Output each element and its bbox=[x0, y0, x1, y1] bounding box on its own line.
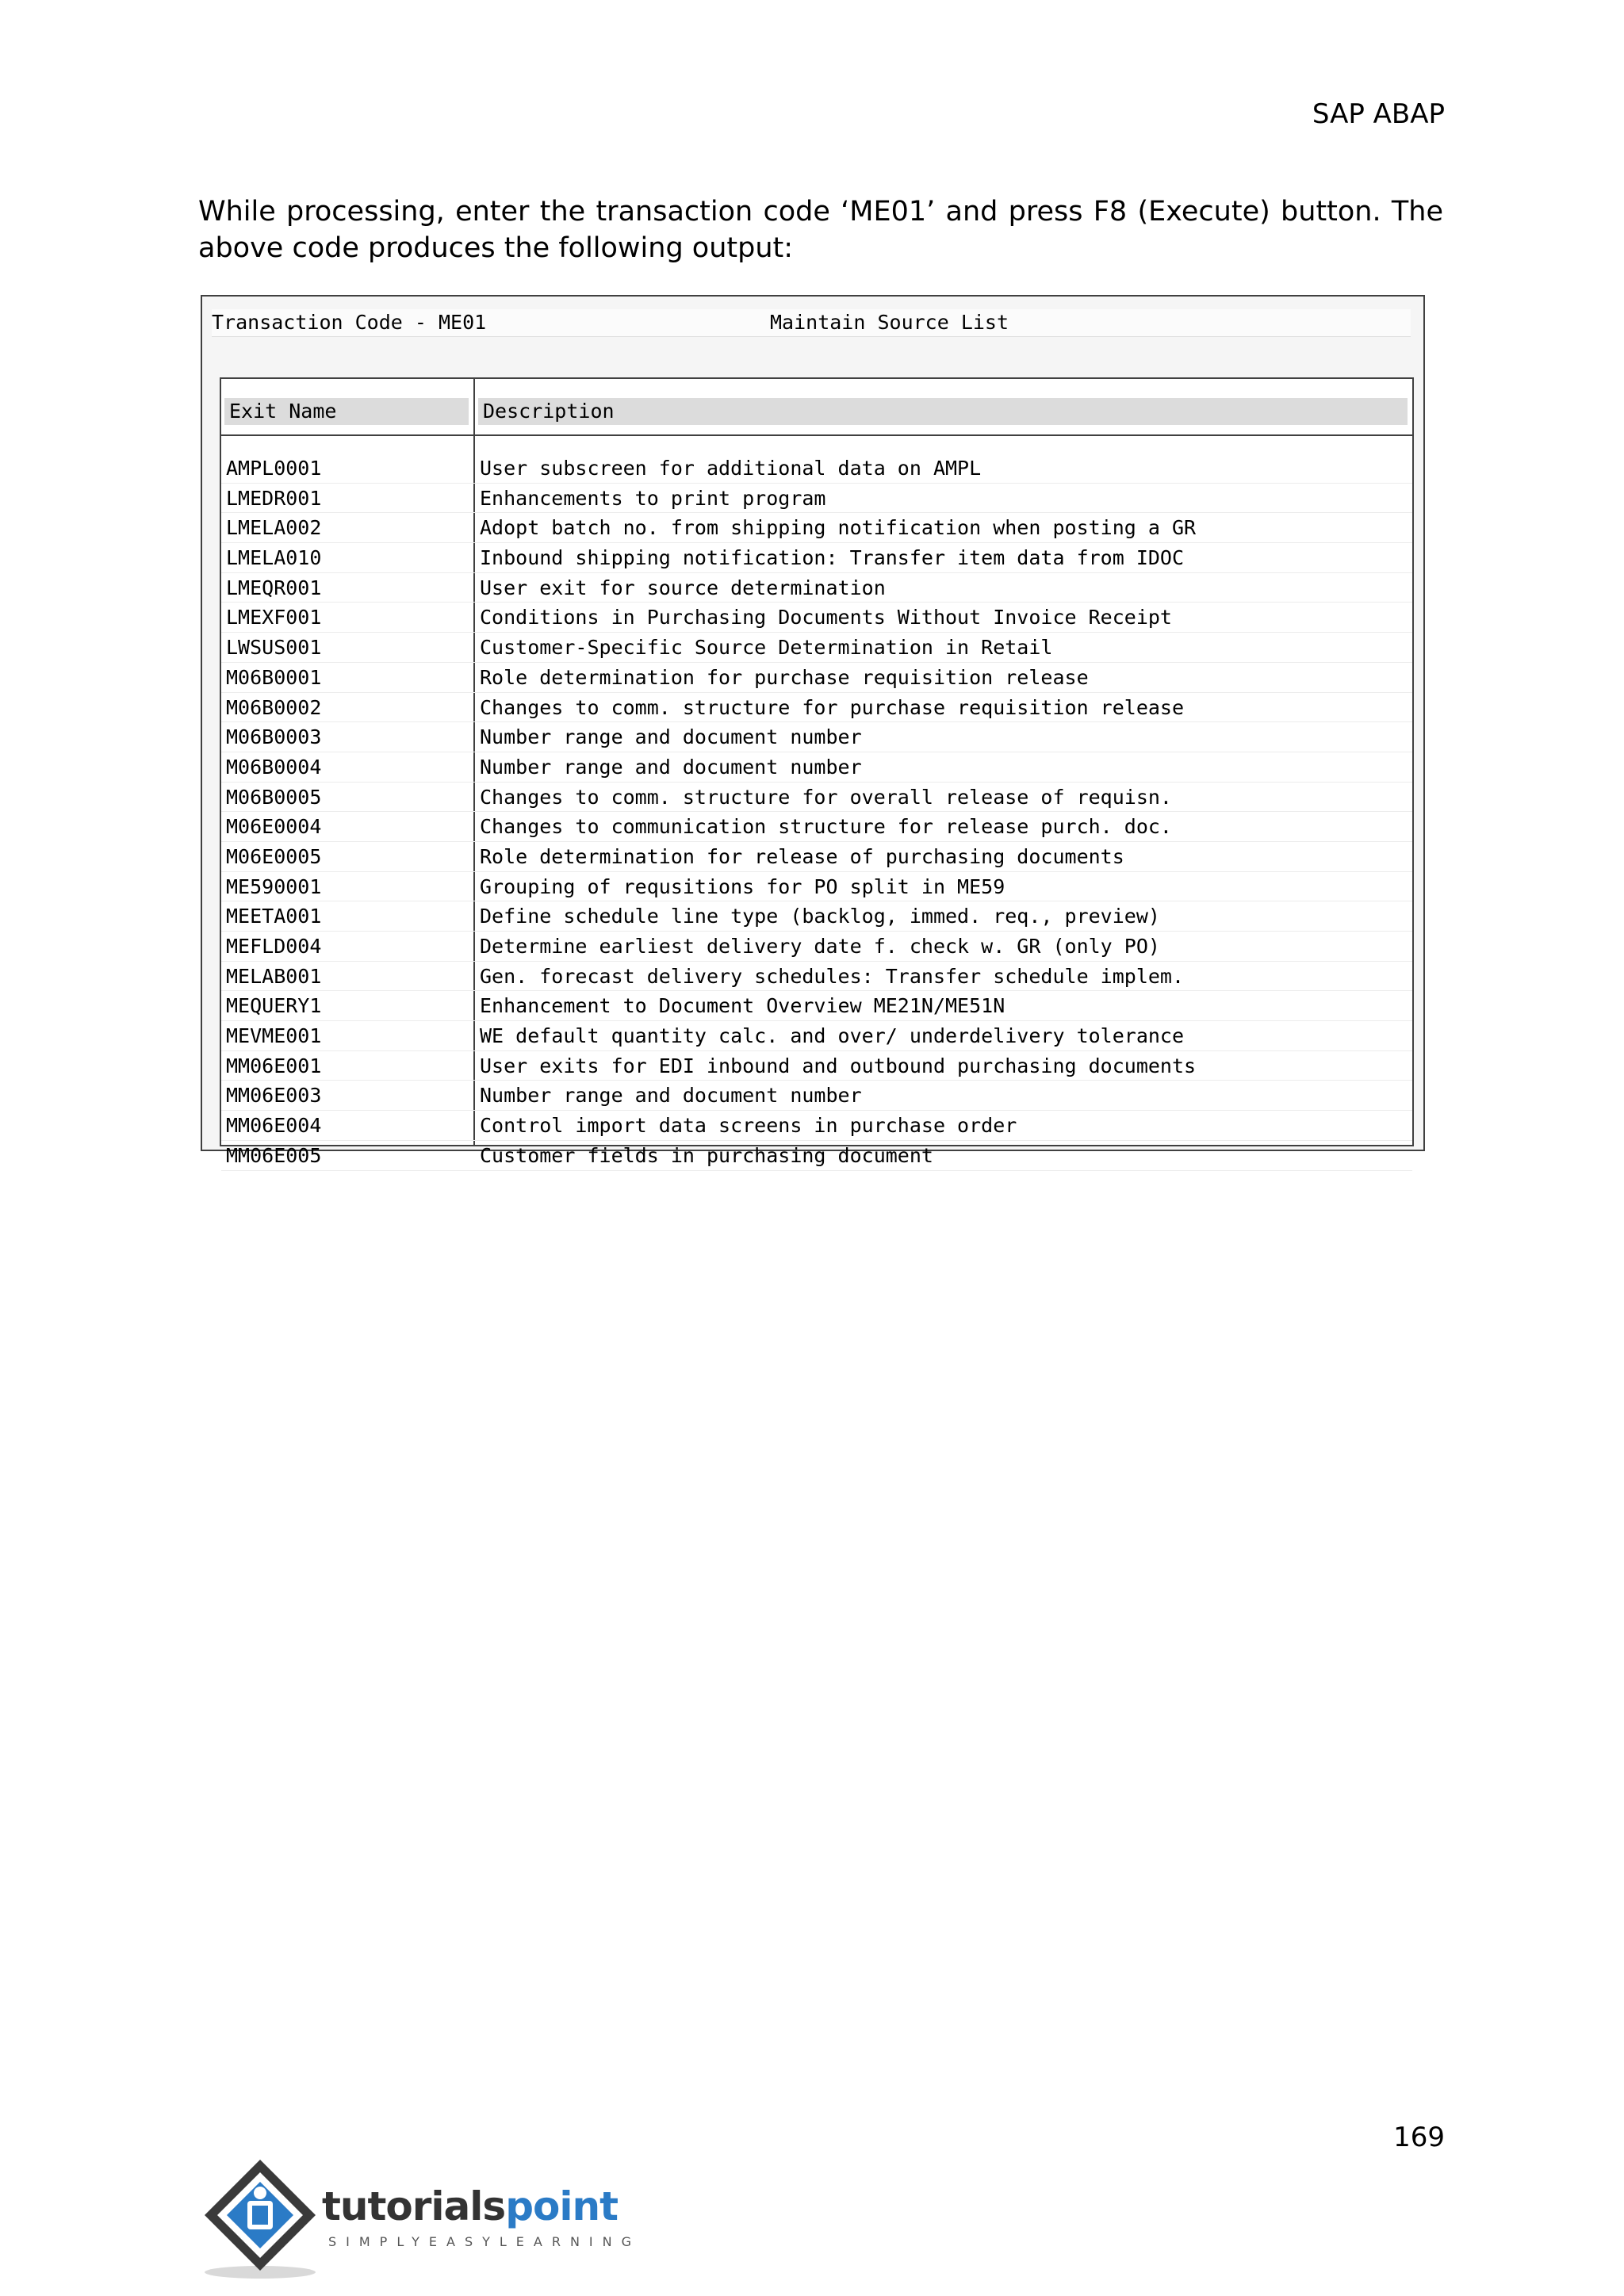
table-row[interactable] bbox=[221, 872, 1412, 902]
running-header: SAP ABAP bbox=[1312, 98, 1445, 130]
exit-name-cell: LMEDR001 bbox=[226, 486, 322, 510]
description-cell: Role determination for release of purchasing documents bbox=[480, 844, 1124, 868]
table-row[interactable] bbox=[221, 932, 1412, 962]
description-cell: Inbound shipping notification: Transfer item data from IDOC bbox=[480, 546, 1185, 570]
description-cell: Number range and document number bbox=[480, 755, 862, 779]
table-row[interactable] bbox=[221, 543, 1412, 573]
page-number: 169 bbox=[1393, 2122, 1445, 2153]
table-row[interactable] bbox=[221, 484, 1412, 514]
exit-table bbox=[220, 377, 1414, 1167]
table-row[interactable] bbox=[221, 812, 1412, 842]
exit-name-cell: M06B0004 bbox=[226, 755, 322, 779]
description-cell: Enhancements to print program bbox=[480, 486, 826, 510]
exit-name-cell: LWSUS001 bbox=[226, 636, 322, 660]
header-exit-name[interactable]: Exit Name bbox=[224, 398, 469, 425]
description-cell: Changes to comm. structure for purchase requisition release bbox=[480, 695, 1185, 719]
exit-name-cell: MM06E001 bbox=[226, 1054, 322, 1077]
description-cell: Gen. forecast delivery schedules: Transfer schedule implem. bbox=[480, 964, 1185, 988]
description-cell: Grouping of requsitions for PO split in ME59 bbox=[480, 874, 1005, 898]
exit-name-cell: M06E0005 bbox=[226, 844, 322, 868]
table-row[interactable] bbox=[221, 901, 1412, 932]
table-body bbox=[221, 453, 1412, 1171]
exit-name-cell: M06B0003 bbox=[226, 725, 322, 749]
table-header bbox=[221, 379, 1412, 436]
description-cell: User subscreen for additional data on AMPL bbox=[480, 457, 982, 480]
description-cell: Customer-Specific Source Determination in Retail bbox=[480, 636, 1053, 660]
table-row[interactable] bbox=[221, 663, 1412, 693]
tutorialspoint-logo bbox=[197, 2153, 642, 2280]
description-cell: Role determination for purchase requisition release bbox=[480, 665, 1089, 689]
logo-wordmark: tutorialspoint bbox=[322, 2183, 618, 2229]
exit-name-cell: MEETA001 bbox=[226, 905, 322, 928]
exit-name-cell: LMELA010 bbox=[226, 546, 322, 570]
description-cell: Define schedule line type (backlog, immed. req., preview) bbox=[480, 905, 1160, 928]
description-cell: Determine earliest delivery date f. check w. GR (only PO) bbox=[480, 935, 1160, 958]
header-description[interactable]: Description bbox=[478, 398, 1408, 425]
screen-title-bar bbox=[212, 309, 1411, 337]
table-row[interactable] bbox=[221, 573, 1412, 603]
logo-tagline: SIMPLYEASYLEARNING bbox=[328, 2234, 642, 2249]
sap-output-screenshot bbox=[201, 295, 1425, 1167]
description-cell: Changes to communication structure for release purch. doc. bbox=[480, 815, 1172, 839]
description-cell: Conditions in Purchasing Documents Without Invoice Receipt bbox=[480, 606, 1172, 629]
exit-name-cell: LMEQR001 bbox=[226, 576, 322, 599]
transaction-code-label: Transaction Code - ME01 bbox=[212, 311, 487, 334]
exit-name-cell: M06E0004 bbox=[226, 815, 322, 839]
table-row[interactable] bbox=[221, 693, 1412, 723]
exit-name-cell: MELAB001 bbox=[226, 964, 322, 988]
description-cell: Adopt batch no. from shipping notification when posting a GR bbox=[480, 516, 1197, 540]
exit-name-cell: MM06E004 bbox=[226, 1114, 322, 1138]
table-row[interactable] bbox=[221, 633, 1412, 663]
description-cell: Customer fields in purchasing document bbox=[480, 1143, 933, 1167]
table-row[interactable] bbox=[221, 1111, 1412, 1141]
table-row[interactable] bbox=[221, 1021, 1412, 1051]
table-row[interactable] bbox=[221, 453, 1412, 484]
logo-diamond-icon bbox=[197, 2153, 324, 2280]
description-cell: User exits for EDI inbound and outbound purchasing documents bbox=[480, 1054, 1197, 1077]
table-row[interactable] bbox=[221, 962, 1412, 992]
exit-name-cell: LMEXF001 bbox=[226, 606, 322, 629]
table-row[interactable] bbox=[221, 1051, 1412, 1081]
table-row[interactable] bbox=[221, 842, 1412, 872]
exit-name-cell: MEQUERY1 bbox=[226, 994, 322, 1018]
intro-paragraph: While processing, enter the transaction code ‘ME01’ and press F8 (Execute) button. The above code produces the following output: bbox=[198, 196, 1443, 264]
table-row[interactable] bbox=[221, 1081, 1412, 1111]
table-row[interactable] bbox=[221, 783, 1412, 813]
screen-title: Maintain Source List bbox=[770, 311, 1009, 334]
table-row[interactable] bbox=[221, 722, 1412, 752]
exit-name-cell: MEVME001 bbox=[226, 1024, 322, 1048]
table-row[interactable] bbox=[221, 513, 1412, 543]
exit-name-cell: M06B0002 bbox=[226, 695, 322, 719]
exit-name-cell: MM06E003 bbox=[226, 1084, 322, 1108]
exit-name-cell: LMELA002 bbox=[226, 516, 322, 540]
exit-name-cell: AMPL0001 bbox=[226, 457, 322, 480]
description-cell: Enhancement to Document Overview ME21N/ME51N bbox=[480, 994, 1005, 1018]
table-row[interactable] bbox=[221, 603, 1412, 633]
description-cell: Number range and document number bbox=[480, 1084, 862, 1108]
description-cell: Changes to comm. structure for overall release of requisn. bbox=[480, 785, 1172, 809]
exit-name-cell: MM06E005 bbox=[226, 1143, 322, 1167]
description-cell: User exit for source determination bbox=[480, 576, 886, 599]
description-cell: WE default quantity calc. and over/ underdelivery tolerance bbox=[480, 1024, 1185, 1048]
table-row[interactable] bbox=[221, 752, 1412, 783]
description-cell: Control import data screens in purchase order bbox=[480, 1114, 1017, 1138]
exit-name-cell: MEFLD004 bbox=[226, 935, 322, 958]
exit-name-cell: ME590001 bbox=[226, 874, 322, 898]
description-cell: Number range and document number bbox=[480, 725, 862, 749]
table-row[interactable] bbox=[221, 1141, 1412, 1171]
exit-name-cell: M06B0001 bbox=[226, 665, 322, 689]
table-row[interactable] bbox=[221, 991, 1412, 1021]
exit-name-cell: M06B0005 bbox=[226, 785, 322, 809]
